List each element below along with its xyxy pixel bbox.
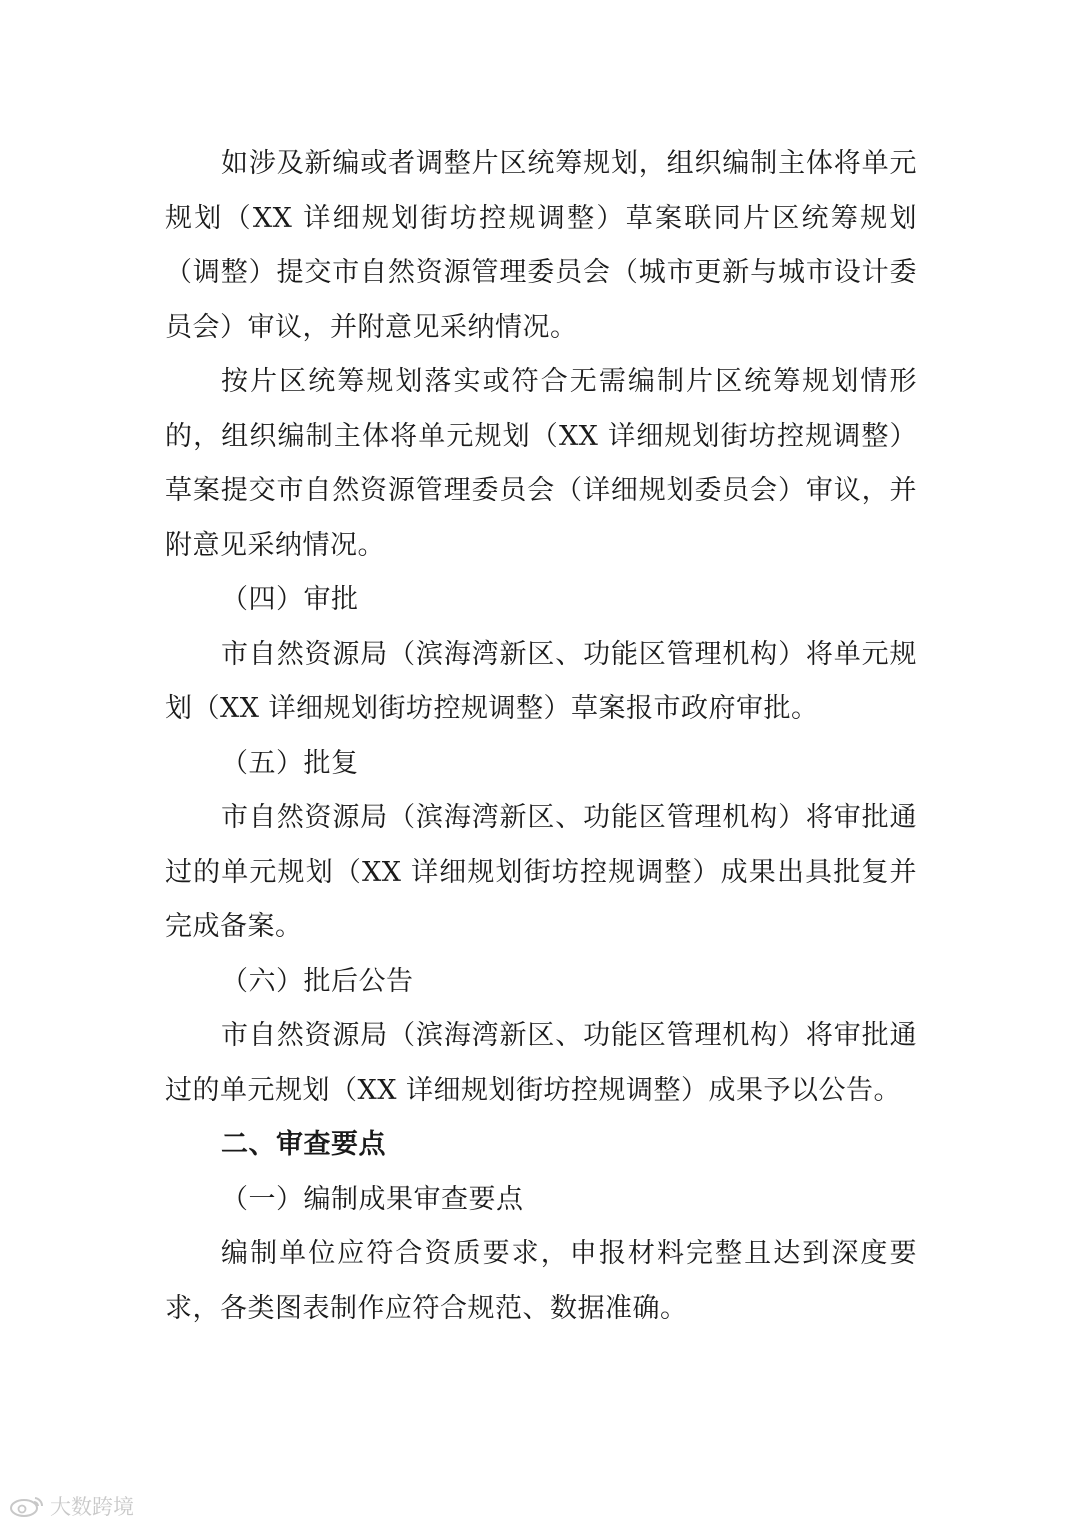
chapter-heading-review-points: 二、审查要点 [221,1129,386,1160]
paragraph-new-or-adjust-plan: 如涉及新编或者调整片区统筹规划，组织编制主体将单元规划（XX 详细规划街坊控规调整）草案联同片区统筹规划（调整）提交市自然资源管理委员会（城市更新与城市设计委员会）审议，并附意见采纳情况。 [165,148,917,343]
weibo-logo-icon [8,1494,46,1518]
paragraph-output-review: 编制单位应符合资质要求，申报材料完整且达到深度要求，各类图表制作应符合规范、数据准确。 [165,1238,917,1324]
paragraph-announcement: 市自然资源局（滨海湾新区、功能区管理机构）将审批通过的单元规划（XX 详细规划街坊控规调整）成果予以公告。 [165,1020,917,1106]
paragraph-reply: 市自然资源局（滨海湾新区、功能区管理机构）将审批通过的单元规划（XX 详细规划街坊控规调整）成果出具批复并完成备案。 [165,802,917,942]
document-body [165,137,917,1336]
section-heading-announcement: （六）批后公告 [221,965,414,997]
paragraph-approval: 市自然资源局（滨海湾新区、功能区管理机构）将单元规划（XX 详细规划街坊控规调整）草案报市政府审批。 [165,638,917,724]
watermark [8,1491,134,1521]
section-heading-approval: （四）审批 [221,584,359,615]
paragraph-no-need-plan: 按片区统筹规划落实或符合无需编制片区统筹规划情形的，组织编制主体将单元规划（XX 详细规划街坊控规调整）草案提交市自然资源管理委员会（详细规划委员会）审议，并附意见采纳情况。 [165,366,917,561]
watermark-text: 大数跨境 [50,1495,134,1519]
section-heading-reply: （五）批复 [221,747,359,779]
section-heading-output-review: （一）编制成果审查要点 [221,1183,524,1215]
